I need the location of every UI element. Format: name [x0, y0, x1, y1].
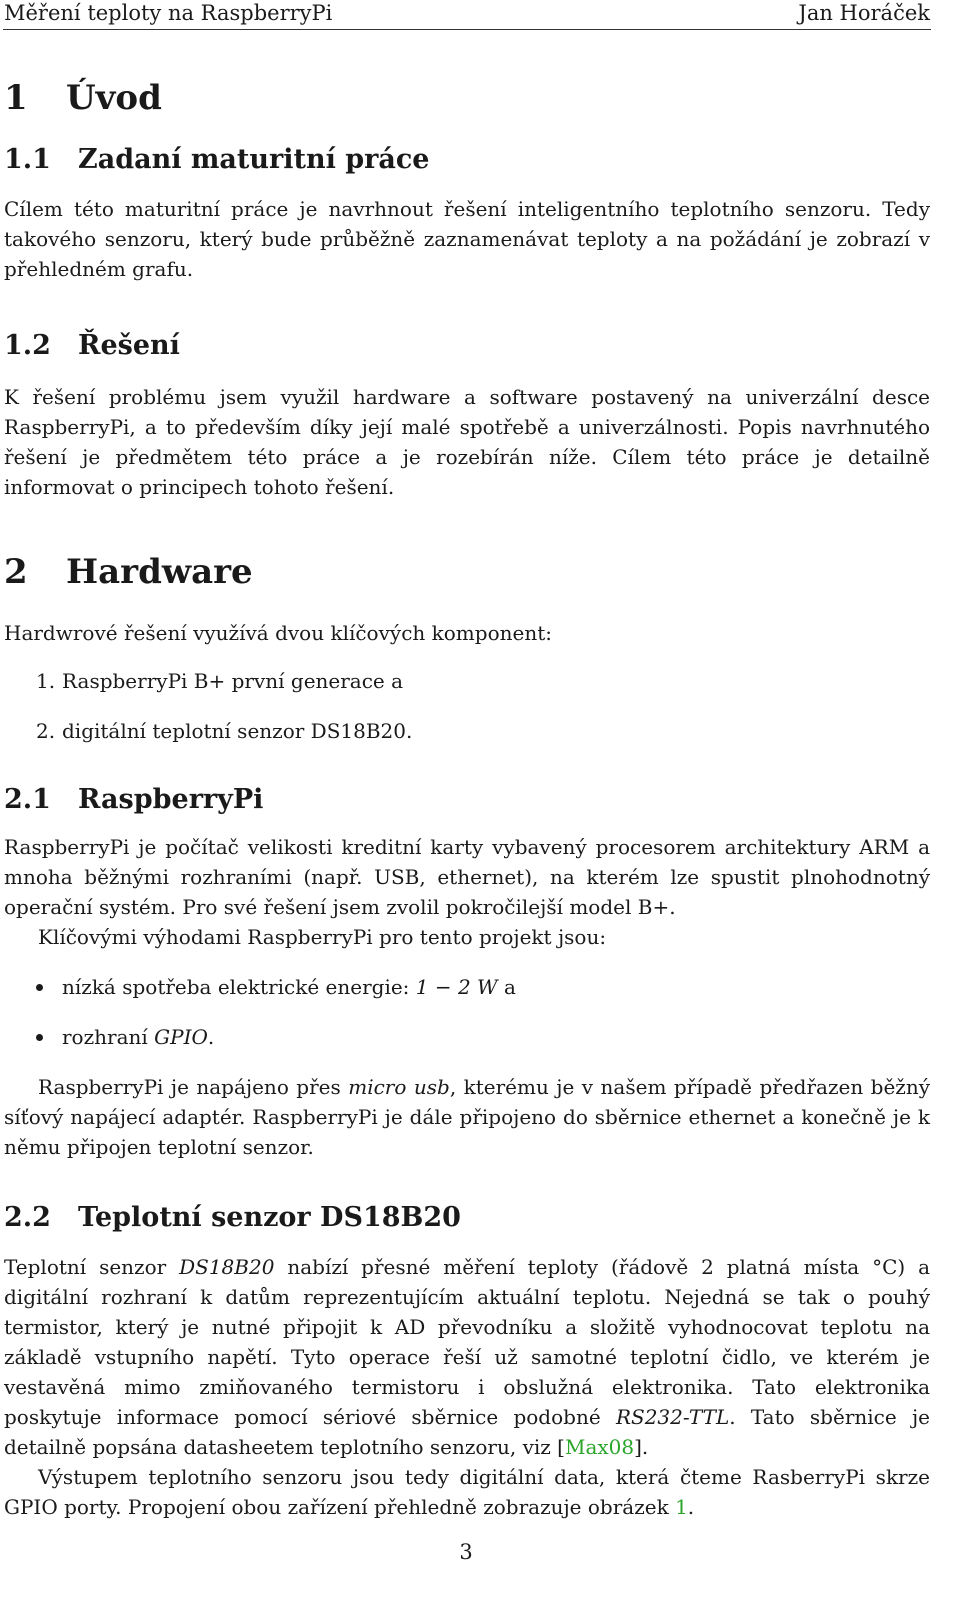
list-item: 2. digitální teplotní senzor DS18B20.: [36, 719, 413, 743]
list-item: nízká spotřeba elektrické energie: 1 − 2 W a: [4, 972, 930, 1002]
bullet-icon: [36, 1034, 43, 1041]
section-heading-hardware: 2 Hardware: [4, 552, 253, 592]
paragraph: Hardwrové řešení využívá dvou klíčových komponent:: [4, 621, 552, 645]
page-number: 3: [459, 1540, 473, 1564]
list-item: 1. RaspberryPi B+ první generace a: [36, 669, 404, 693]
running-header: [4, 0, 930, 30]
subsection-heading-ds18b20: 2.2 Teplotní senzor DS18B20: [4, 1202, 461, 1233]
header-rule: [3, 29, 931, 30]
list-item: rozhraní GPIO.: [4, 1022, 930, 1052]
paragraph: Cílem této maturitní práce je navrhnout řešení inteligentního teplotního senzoru. Tedy takového senzoru, který bude průběžně zaznamenávat teploty a na požádání je zobrazí v přehledném grafu.: [4, 197, 930, 281]
citation-link[interactable]: Max08: [564, 1435, 635, 1459]
paragraph: K řešení problému jsem využil hardware a software postavený na univerzální desce RaspberryPi, a to především díky její malé spotřebě a univerzálnosti. Popis navrhnutého řešení je předmětem této práce a je rozebírán níže. Cílem této práce je detailně informovat o principech tohoto řešení.: [4, 385, 930, 499]
header-author: Jan Horáček: [798, 1, 930, 25]
subsection-heading-reseni: 1.2 Řešení: [4, 330, 180, 361]
header-title: Měření teploty na RaspberryPi: [4, 1, 333, 25]
bullet-icon: [36, 984, 43, 991]
subsection-heading-raspberrypi: 2.1 RaspberryPi: [4, 784, 264, 815]
section-heading-uvod: 1 Úvod: [4, 78, 162, 118]
component-list: [4, 666, 930, 746]
page-content: [4, 76, 930, 1522]
paragraph: Výstupem teplotního senzoru jsou tedy digitální data, která čteme RasberryPi skrze GPIO porty. Propojení obou zařízení přehledně zobrazuje obrázek 1.: [4, 1465, 930, 1519]
paragraph: Teplotní senzor DS18B20 nabízí přesné měření teploty (řádově 2 platná místa °C) a digitální rozhraní k datům reprezentujícím aktuální teplotu. Nejedná se tak o pouhý termistor, který je nutné připojit k AD převodníku a složitě vyhodnocovat teplotu na základě vstupního napětí. Tyto operace řeší už samotné teplotní čidlo, ve kterém je vestavěná mimo zmiňovaného termistoru i obslužná elektronika. Tato elektronika poskytuje informace pomocí sériové sběrnice podobné RS232-TTL. Tato sběrnice je detailně popsána datasheetem teplotního senzoru, viz [Max08].: [4, 1255, 931, 1459]
paragraph: RaspberryPi je počítač velikosti kreditní karty vybavený procesorem architektury ARM a mnoha běžnými rozhraními (např. USB, ethernet), na kterém lze spustit plnohodnotný operační systém. Pro své řešení jsem zvolil pokročilejší model B+.: [4, 835, 930, 919]
paragraph: RaspberryPi je napájeno přes micro usb, kterému je v našem případě předřazen běžný síťový napájecí adaptér. RaspberryPi je dále připojeno do sběrnice ethernet a konečně je k němu připojen teplotní senzor.: [4, 1075, 931, 1159]
advantages-list: [4, 972, 930, 1052]
figure-ref-link[interactable]: 1: [675, 1495, 688, 1519]
paragraph: Klíčovými výhodami RaspberryPi pro tento projekt jsou:: [38, 925, 607, 949]
subsection-heading-zadani: 1.1 Zadaní maturitní práce: [4, 144, 430, 175]
